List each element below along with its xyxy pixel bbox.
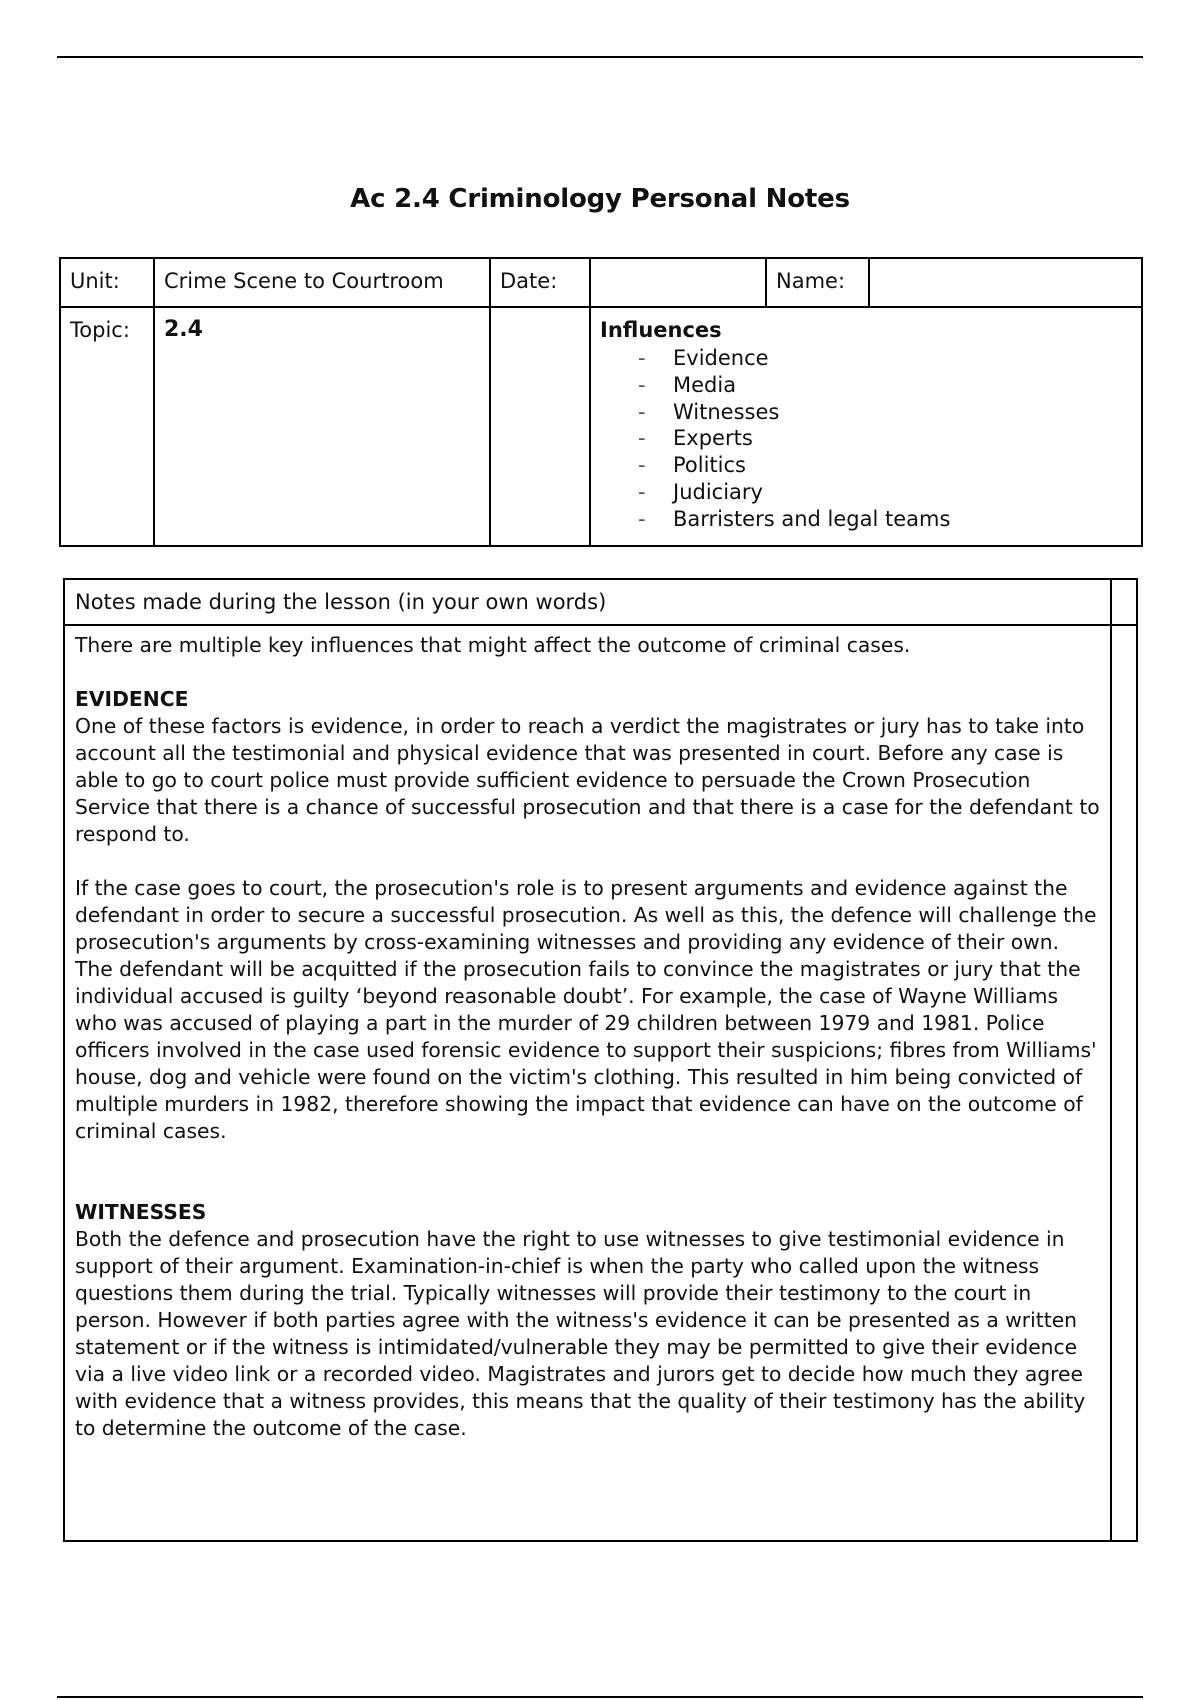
notes-side-cell — [1111, 579, 1137, 625]
influences-list — [600, 345, 1132, 533]
influence-item: - Evidence — [638, 345, 1132, 372]
influence-item: - Judiciary — [638, 479, 1132, 506]
notes-header: Notes made during the lesson (in your own words) — [64, 579, 1111, 625]
influence-item: - Barristers and legal teams — [638, 506, 1132, 533]
name-label: Name: — [766, 258, 869, 307]
date-value[interactable] — [590, 258, 766, 307]
unit-value: Crime Scene to Courtroom — [154, 258, 490, 307]
date-label: Date: — [490, 258, 590, 307]
influence-item: - Experts — [638, 425, 1132, 452]
unit-label: Unit: — [60, 258, 154, 307]
influences-cell — [590, 307, 1142, 546]
topic-value: 2.4 — [154, 307, 490, 546]
page-title: Ac 2.4 Criminology Personal Notes — [350, 184, 850, 214]
name-value[interactable] — [869, 258, 1142, 307]
topic-label: Topic: — [60, 307, 154, 546]
influence-item: - Witnesses — [638, 399, 1132, 426]
evidence-heading: EVIDENCE — [75, 687, 189, 711]
topic-empty-cell — [490, 307, 590, 546]
notes-side-cell — [1111, 625, 1137, 1541]
influence-item: - Politics — [638, 452, 1132, 479]
evidence-paragraph-2: If the case goes to court, the prosecution's role is to present arguments and evidence against the defendant in order to secure a successful prosecution. As well as this, the defence will challenge the prosecution's arguments by cross-examining witnesses and providing any evidence of their own. The defendant will be acquitted if the prosecution fails to convince the magistrates or jury that the individual accused is guilty ‘beyond reasonable doubt’. For example, the case of Wayne Williams who was accused of playing a part in the murder of 29 children between 1979 and 1981. Police officers involved in the case used forensic evidence to support their suspicions; fibres from Williams' house, dog and vehicle were found on the victim's clothing. This resulted in him being convicted of multiple murders in 1982, therefore showing the impact that evidence can have on the outcome of criminal cases. — [75, 876, 1097, 1143]
info-table — [59, 257, 1143, 547]
notes-table — [63, 578, 1138, 1542]
witnesses-paragraph-1: Both the defence and prosecution have the right to use witnesses to give testimonial evidence in support of their argument. Examination-in-chief is when the party who called upon the witness questions them during the trial. Typically witnesses will provide their testimony to the court in person. However if both parties agree with the witness's evidence it can be presented as a written statement or if the witness is intimidated/vulnerable they may be permitted to give their evidence via a live video link or a recorded video. Magistrates and jurors get to decide how much they agree with evidence that a witness provides, this means that the quality of their testimony has the ability to determine the outcome of the case. — [75, 1227, 1086, 1440]
notes-body — [64, 625, 1111, 1541]
top-rule — [57, 56, 1143, 58]
influence-item: - Media — [638, 372, 1132, 399]
influences-heading: Influences — [600, 318, 722, 342]
evidence-paragraph-1: One of these factors is evidence, in order to reach a verdict the magistrates or jury has to take into account all the testimonial and physical evidence that was presented in court. Before any case is able to go to court police must provide sufficient evidence to persuade the Crown Prosecution Service that there is a chance of successful prosecution and that there is a case for the defendant to respond to. — [75, 714, 1100, 846]
notes-intro: There are multiple key influences that might affect the outcome of criminal cases. — [75, 633, 911, 657]
witnesses-heading: WITNESSES — [75, 1200, 207, 1224]
bottom-rule — [57, 1696, 1143, 1698]
